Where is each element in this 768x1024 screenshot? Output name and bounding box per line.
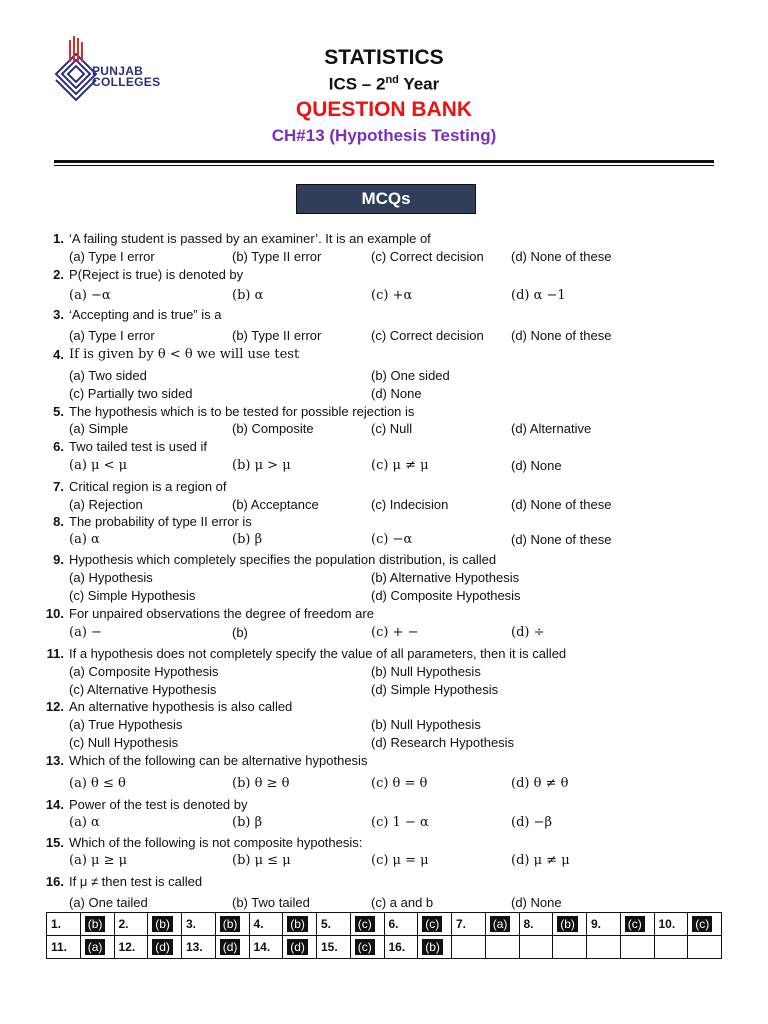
answer-value: (b) bbox=[85, 916, 106, 932]
class-tail: Year bbox=[398, 74, 440, 94]
answer-number: 11. bbox=[47, 936, 81, 959]
option-c: (c) Simple Hypothesis bbox=[69, 588, 196, 603]
option-a: (a) θ ≤ θ bbox=[69, 776, 126, 791]
question-text: ‘Accepting and is true” is a bbox=[69, 307, 222, 322]
answer-value: (b) bbox=[557, 916, 578, 932]
answer-cell bbox=[485, 913, 519, 936]
option-d: (d) −β bbox=[511, 815, 553, 830]
option-a: (a) Type I error bbox=[69, 328, 155, 343]
option-a: (a) True Hypothesis bbox=[69, 717, 183, 732]
answer-empty-cell bbox=[587, 936, 621, 959]
answer-key-table bbox=[46, 912, 722, 959]
option-b: (b) Type II error bbox=[232, 328, 322, 343]
option-a: (a) Two sided bbox=[69, 368, 147, 383]
option-c: (c) +α bbox=[371, 288, 413, 303]
subject-title: STATISTICS bbox=[324, 46, 444, 69]
answer-empty-cell bbox=[688, 936, 722, 959]
question-text: Two tailed test is used if bbox=[69, 439, 208, 454]
answer-cell bbox=[620, 913, 654, 936]
answer-empty-cell bbox=[654, 936, 688, 959]
answer-value: (d) bbox=[152, 939, 173, 955]
answer-empty-cell bbox=[519, 936, 553, 959]
answer-cell bbox=[80, 913, 114, 936]
option-b: (b) One sided bbox=[371, 368, 450, 383]
answer-cell bbox=[80, 936, 114, 959]
option-c: (c) Partially two sided bbox=[69, 386, 193, 401]
question-text: If μ ≠ then test is called bbox=[69, 874, 203, 889]
answer-cell bbox=[283, 913, 317, 936]
answer-number: 1. bbox=[47, 913, 81, 936]
question-number: 2. bbox=[53, 267, 64, 282]
option-b: (b) θ ≥ θ bbox=[232, 776, 290, 791]
question-number: 6. bbox=[53, 439, 64, 454]
question-text: If is given by θ < θ we will use test bbox=[69, 347, 300, 362]
question-number: 15. bbox=[45, 835, 64, 850]
option-d: (d) ÷ bbox=[511, 625, 545, 640]
option-c: (c) 1 − α bbox=[371, 815, 429, 830]
option-d: (d) μ ≠ μ bbox=[511, 853, 570, 868]
answer-cell bbox=[688, 913, 722, 936]
answer-number: 15. bbox=[317, 936, 351, 959]
question-text: An alternative hypothesis is also called bbox=[69, 699, 293, 714]
option-b: (b) μ ≤ μ bbox=[232, 853, 291, 868]
question-number: 16. bbox=[45, 874, 64, 889]
class-main: ICS – 2 bbox=[328, 74, 386, 94]
option-d: (d) α −1 bbox=[511, 288, 566, 303]
question-number: 10. bbox=[45, 606, 64, 621]
option-c: (c) + − bbox=[371, 625, 419, 640]
question-text: P(Reject is true) is denoted by bbox=[69, 267, 244, 282]
option-b: (b) Null Hypothesis bbox=[371, 717, 481, 732]
option-b: (b) β bbox=[232, 815, 263, 830]
option-c: (c) μ = μ bbox=[371, 853, 429, 868]
option-a: (a) Composite Hypothesis bbox=[69, 664, 219, 679]
question-number: 13. bbox=[45, 753, 64, 768]
option-c: (c) Indecision bbox=[371, 497, 449, 512]
answer-value: (c) bbox=[355, 916, 375, 932]
answer-value: (d) bbox=[220, 939, 241, 955]
option-b: (b) Type II error bbox=[232, 249, 322, 264]
header-rule-thin bbox=[54, 165, 714, 166]
option-c: (c) Null Hypothesis bbox=[69, 735, 179, 750]
question-text: Power of the test is denoted by bbox=[69, 797, 248, 812]
answer-number: 16. bbox=[384, 936, 418, 959]
answer-cell bbox=[215, 936, 249, 959]
option-d: (d) Simple Hypothesis bbox=[371, 682, 499, 697]
answer-number: 13. bbox=[182, 936, 216, 959]
answer-cell bbox=[350, 913, 384, 936]
class-title bbox=[0, 74, 768, 95]
question-number: 12. bbox=[45, 699, 64, 714]
option-d: (d) None of these bbox=[511, 249, 612, 264]
answer-value: (a) bbox=[85, 939, 106, 955]
option-a: (a) μ < μ bbox=[69, 458, 128, 473]
answer-number: 9. bbox=[587, 913, 621, 936]
option-a: (a) One tailed bbox=[69, 895, 148, 910]
answer-value: (c) bbox=[625, 916, 645, 932]
answer-number: 2. bbox=[114, 913, 148, 936]
answer-cell bbox=[350, 936, 384, 959]
answer-number: 8. bbox=[519, 913, 553, 936]
option-d: (d) None bbox=[371, 386, 422, 401]
answer-cell bbox=[148, 936, 182, 959]
answer-value: (c) bbox=[692, 916, 712, 932]
option-b: (b) Two tailed bbox=[232, 895, 310, 910]
answer-number: 12. bbox=[114, 936, 148, 959]
question-text: The hypothesis which is to be tested for possible rejection is bbox=[69, 404, 415, 419]
logo-text-colleges: COLLEGES bbox=[92, 75, 161, 89]
question-number: 4. bbox=[53, 347, 64, 362]
bank-title: QUESTION BANK bbox=[295, 98, 473, 121]
option-d: (d) Alternative bbox=[511, 421, 592, 436]
answer-number: 6. bbox=[384, 913, 418, 936]
answer-key-row bbox=[47, 913, 722, 936]
option-a: (a) Hypothesis bbox=[69, 570, 153, 585]
option-d: (d) None bbox=[511, 458, 562, 473]
option-d: (d) Research Hypothesis bbox=[371, 735, 515, 750]
answer-number: 14. bbox=[249, 936, 283, 959]
question-text: ‘A failing student is passed by an examiner’. It is an example of bbox=[69, 231, 431, 246]
option-c: (c) μ ≠ μ bbox=[371, 458, 429, 473]
answer-cell bbox=[283, 936, 317, 959]
answer-number: 10. bbox=[654, 913, 688, 936]
option-a: (a) Rejection bbox=[69, 497, 143, 512]
answer-empty-cell bbox=[620, 936, 654, 959]
option-c: (c) a and b bbox=[371, 895, 434, 910]
question-number: 14. bbox=[45, 797, 64, 812]
option-c: (c) Correct decision bbox=[371, 249, 484, 264]
answer-cell bbox=[148, 913, 182, 936]
answer-number: 7. bbox=[452, 913, 486, 936]
answer-value: (b) bbox=[287, 916, 308, 932]
option-b: (b) bbox=[232, 625, 248, 640]
answer-number: 5. bbox=[317, 913, 351, 936]
chapter-title: CH#13 (Hypothesis Testing) bbox=[271, 126, 497, 145]
option-b: (b) Null Hypothesis bbox=[371, 664, 481, 679]
header-rule-thick bbox=[54, 160, 714, 163]
question-number: 8. bbox=[53, 514, 64, 529]
question-number: 7. bbox=[53, 479, 64, 494]
question-number: 9. bbox=[53, 552, 64, 567]
option-a: (a) − bbox=[69, 625, 102, 640]
option-c: (c) Alternative Hypothesis bbox=[69, 682, 217, 697]
option-d: (d) None bbox=[511, 895, 562, 910]
option-a: (a) μ ≥ μ bbox=[69, 853, 128, 868]
logo-text-punjab: PUNJAB bbox=[92, 64, 144, 78]
answer-value: (a) bbox=[490, 916, 511, 932]
answer-value: (b) bbox=[422, 939, 443, 955]
option-d: (d) None of these bbox=[511, 532, 612, 547]
question-text: For unpaired observations the degree of freedom are bbox=[69, 606, 374, 621]
answer-value: (c) bbox=[422, 916, 442, 932]
question-text: Critical region is a region of bbox=[69, 479, 227, 494]
question-number: 5. bbox=[53, 404, 64, 419]
option-c: (c) Correct decision bbox=[371, 328, 484, 343]
option-d: (d) None of these bbox=[511, 328, 612, 343]
question-text: Which of the following can be alternative hypothesis bbox=[69, 753, 368, 768]
answer-cell bbox=[553, 913, 587, 936]
option-d: (d) Composite Hypothesis bbox=[371, 588, 521, 603]
question-number: 11. bbox=[46, 646, 64, 661]
option-a: (a) −α bbox=[69, 288, 111, 303]
question-text: Hypothesis which completely specifies the population distribution, is called bbox=[69, 552, 497, 567]
class-sup: nd bbox=[385, 74, 399, 86]
option-b: (b) α bbox=[232, 288, 264, 303]
option-b: (b) Alternative Hypothesis bbox=[371, 570, 520, 585]
answer-empty-cell bbox=[452, 936, 486, 959]
option-a: (a) Type I error bbox=[69, 249, 155, 264]
answer-value: (b) bbox=[152, 916, 173, 932]
option-c: (c) −α bbox=[371, 532, 413, 547]
question-text: The probability of type II error is bbox=[69, 514, 252, 529]
option-b: (b) Acceptance bbox=[232, 497, 319, 512]
question-number: 1. bbox=[53, 231, 64, 246]
option-c: (c) Null bbox=[371, 421, 413, 436]
answer-cell bbox=[418, 936, 452, 959]
answer-cell bbox=[418, 913, 452, 936]
option-c: (c) θ = θ bbox=[371, 776, 428, 791]
option-d: (d) θ ≠ θ bbox=[511, 776, 569, 791]
question-text: Which of the following is not composite hypothesis: bbox=[69, 835, 363, 850]
answer-number: 4. bbox=[249, 913, 283, 936]
answer-value: (b) bbox=[220, 916, 241, 932]
answer-number: 3. bbox=[182, 913, 216, 936]
question-text: If a hypothesis does not completely specify the value of all parameters, then it is called bbox=[69, 646, 567, 661]
option-b: (b) β bbox=[232, 532, 263, 547]
section-heading-mcqs: MCQs bbox=[296, 184, 476, 214]
option-b: (b) Composite bbox=[232, 421, 314, 436]
option-a: (a) Simple bbox=[69, 421, 129, 436]
option-a: (a) α bbox=[69, 532, 100, 547]
answer-empty-cell bbox=[553, 936, 587, 959]
question-number: 3. bbox=[53, 307, 64, 322]
answer-empty-cell bbox=[485, 936, 519, 959]
answer-key-row bbox=[47, 936, 722, 959]
option-b: (b) μ > μ bbox=[232, 458, 291, 473]
answer-value: (d) bbox=[287, 939, 308, 955]
option-a: (a) α bbox=[69, 815, 100, 830]
answer-cell bbox=[215, 913, 249, 936]
answer-value: (c) bbox=[355, 939, 375, 955]
option-d: (d) None of these bbox=[511, 497, 612, 512]
